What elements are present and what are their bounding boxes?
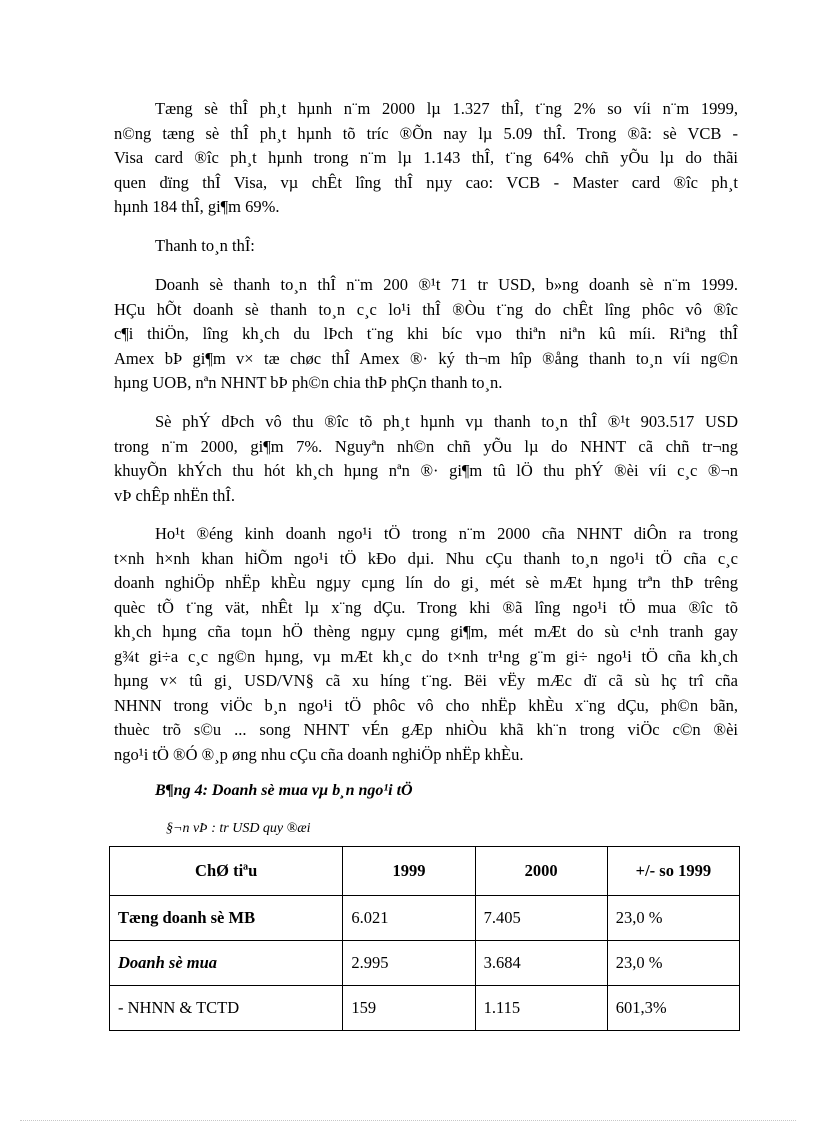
- text-line: ngo¹i tÖ ®Ó ®¸p øng nhu cÇu cña doanh nghiÖp nhËp khÈu.: [114, 744, 524, 764]
- page-bottom-divider: [20, 1120, 796, 1121]
- text-line: Tæng sè thÎ ph¸t hµnh n¨m 2000 lµ 1.327 thÎ, t¨ng 2% so víi n¨m 1999,: [155, 99, 738, 118]
- text-line: doanh nghiÖp nhËp khÈu ngµy cµng lín do gi¸ mét sè mÆt hµng trªn thÞ trêng: [114, 573, 738, 592]
- cell-value: 6.021: [343, 896, 475, 941]
- text-line: Amex bÞ gi¶m v× tæ chøc thÎ Amex ®· ký th¬m hîp ®ång thanh to¸n víi ng©n: [114, 348, 738, 368]
- text-line: HÇu hÕt doanh sè thanh to¸n c¸c lo¹i thÎ ®Òu t¨ng do chÊt lîng phôc vô ®îc: [114, 299, 738, 319]
- cell-value: 2.995: [343, 941, 475, 986]
- paragraph-foreign-exchange: [114, 522, 738, 767]
- text-line: Sè phÝ dÞch vô thu ®îc tõ ph¸t hµnh vµ thanh to¸n thÎ ®¹t 903.517 USD: [155, 412, 738, 431]
- text-line: NHNN trong viÖc b¸n ngo¹i tÖ phôc vô cho nhËp khÈu x¨ng dÇu, ph©n bãn,: [114, 695, 738, 715]
- text-line: trong n¨m 2000, gi¶m 7%. Nguyªn nh©n chñ yÕu lµ do NHNT cã chñ tr¬ng: [114, 436, 738, 456]
- table-caption: B¶ng 4: Doanh sè mua vµ b¸n ngo¹i tÖ: [155, 782, 413, 799]
- text-line: g¾t gi÷a c¸c ng©n hµng, vµ mÆt kh¸c do t×nh tr¹ng g¨m gi÷ ngo¹i tÖ cña kh¸ch: [114, 646, 738, 666]
- fx-turnover-table: [109, 846, 740, 1031]
- text-line: kh¸ch hµng cña toµn hÖ thèng ngµy cµng gi¶m, mét mÆt do sù c¹nh tranh gay: [114, 622, 738, 641]
- header-2000: 2000: [475, 847, 607, 896]
- text-line: Doanh sè thanh to¸n thÎ n¨m 200 ®¹t 71 tr USD, b»ng doanh sè n¨m 1999.: [155, 275, 738, 294]
- paragraph-payment-turnover: [114, 273, 738, 396]
- header-change: +/- so 1999: [607, 847, 739, 896]
- text-line: khuyÕn khÝch thu hót kh¸ch hµng nªn ®· gi¶m tû lÖ thu phÝ ®èi víi c¸c ®¬n: [114, 461, 738, 480]
- cell-value: 7.405: [475, 896, 607, 941]
- text-line: vÞ chÊp nhËn thÎ.: [114, 485, 235, 505]
- text-line: Thanh to¸n thÎ:: [155, 236, 255, 255]
- row-label: - NHNN & TCTD: [110, 986, 343, 1031]
- cell-value: 3.684: [475, 941, 607, 986]
- cell-value: 1.115: [475, 986, 607, 1031]
- text-line: quèc tÕ t¨ng vät, nhÊt lµ x¨ng dÇu. Trong khi ®ã lîng ngo¹i tÖ mua ®îc tõ: [114, 597, 738, 617]
- text-line: thuèc trõ s©u ... song NHNT vÉn gÆp nhiÒu khã kh¨n trong viÖc c©n ®èi: [114, 720, 738, 739]
- cell-value: 159: [343, 986, 475, 1031]
- text-line: quen dïng thÎ Visa, vµ chÊt lîng thÎ nµy cao: VCB - Master card ®îc ph¸t: [114, 172, 738, 192]
- cell-value: 23,0 %: [607, 941, 739, 986]
- table-row: [110, 986, 740, 1031]
- text-line: hµnh 184 thÎ, gi¶m 69%.: [114, 197, 280, 216]
- text-line: Ho¹t ®éng kinh doanh ngo¹i tÖ trong n¨m 2000 cña NHNT diÔn ra trong: [155, 524, 738, 543]
- cell-value: 601,3%: [607, 986, 739, 1031]
- text-line: hµng v× tû gi¸ USD/VN§ cã xu híng t¨ng. Bëi vËy mÆc dï cã sù hç trî cña: [114, 671, 738, 690]
- table-unit-note: §¬n vÞ : tr USD quy ®æi: [166, 821, 311, 836]
- paragraph-card-payment-heading: [114, 234, 738, 259]
- paragraph-card-issuance: [114, 97, 738, 220]
- row-label: Doanh sè mua: [110, 941, 343, 986]
- text-line: hµng UOB, nªn NHNT bÞ ph©n chia thÞ phÇn thanh to¸n.: [114, 373, 503, 392]
- text-line: Visa card ®îc ph¸t hµnh trong n¨m lµ 1.143 thÎ, t¨ng 64% chñ yÕu lµ do thãi: [114, 148, 738, 167]
- header-1999: 1999: [343, 847, 475, 896]
- text-line: c¶i thiÖn, lîng kh¸ch du lÞch t¨ng khi bíc vµo thiªn niªn kû míi. Riªng thÎ: [114, 324, 738, 343]
- row-label: Tæng doanh sè MB: [110, 896, 343, 941]
- cell-value: 23,0 %: [607, 896, 739, 941]
- text-line: t×nh h×nh khan hiÕm ngo¹i tÖ kÐo dµi. Nhu cÇu thanh to¸n ngo¹i tÖ cña c¸c: [114, 548, 738, 568]
- table-row: [110, 896, 740, 941]
- table-header-row: [110, 847, 740, 896]
- header-indicator: ChØ tiªu: [110, 847, 343, 896]
- table-row: [110, 941, 740, 986]
- text-line: n©ng tæng sè thÎ ph¸t hµnh tõ tríc ®Õn nay lµ 5.09 thÎ. Trong ®ã: sè VCB -: [114, 123, 738, 143]
- paragraph-service-fees: [114, 410, 738, 508]
